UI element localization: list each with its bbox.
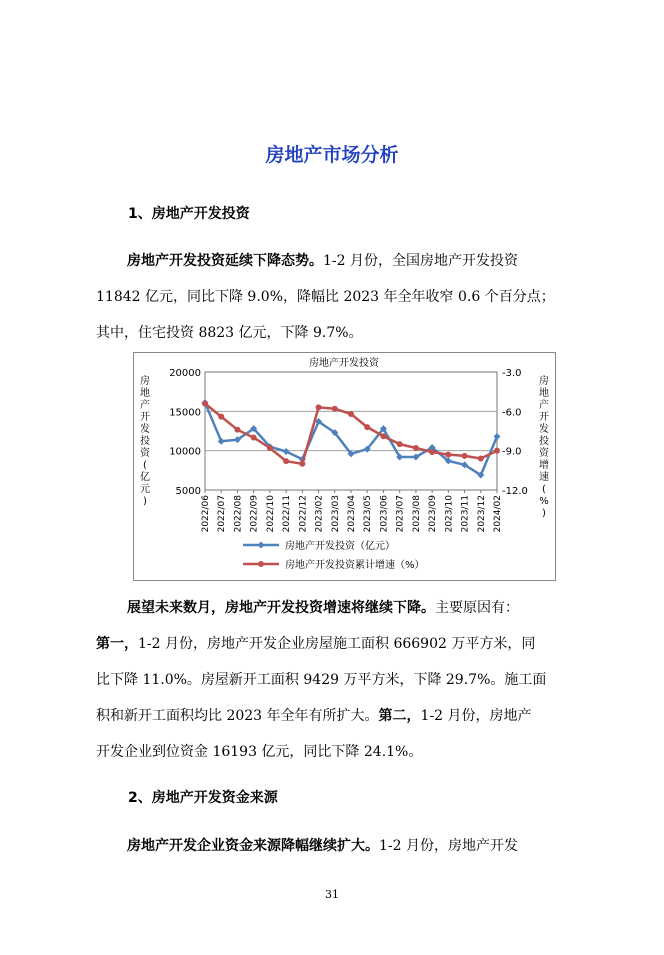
axis-label-char: 地 (140, 388, 150, 399)
data-point (299, 461, 305, 467)
axis-label-char: 投 (140, 436, 150, 447)
right-tick-label: -6.0 (502, 407, 522, 419)
axis-label-char: 房 (539, 376, 549, 387)
left-axis-title (140, 374, 151, 507)
data-point (397, 441, 403, 447)
paragraph-2-line-1: 展望未来数月，房地产开发投资增速将继续下降。主要原因有： (127, 600, 519, 616)
data-point (202, 400, 208, 406)
paragraph-2-line-3: 比下降 11.0%。房屋新开工面积 9429 万平方米，下降 29.7%。施工面 (96, 672, 547, 688)
x-tick-label: 2023/07 (395, 495, 406, 533)
data-point (283, 458, 289, 464)
x-tick-label: 2022/07 (217, 495, 228, 533)
axis-label-char: 元 (140, 484, 150, 495)
axis-label-char: 房 (140, 376, 150, 387)
paragraph-2-line-4: 积和新开工面积均比 2023 年全年有所扩大。第二，1-2 月份，房地产 (96, 708, 532, 724)
data-point (380, 433, 386, 439)
x-tick-label: 2023/06 (379, 495, 390, 533)
paragraph-3-lead: 房地产开发企业资金来源降幅继续扩大。 (127, 838, 379, 854)
data-point (234, 427, 240, 433)
data-point (364, 424, 370, 430)
paragraph-2 (96, 590, 570, 770)
x-tick-label: 2022/08 (233, 495, 244, 533)
section-heading-1: 1、房地产开发投资 (128, 206, 250, 222)
x-tick-label: 2022/06 (201, 495, 211, 533)
x-tick-label: 2023/12 (476, 495, 487, 533)
right-tick-label: -3.0 (502, 368, 522, 379)
axis-label-char: 产 (539, 400, 549, 411)
x-tick-label: 2022/09 (249, 495, 260, 533)
axis-label-char: 产 (140, 400, 150, 411)
data-point (251, 435, 257, 441)
axis-label-char: 发 (539, 424, 549, 435)
axis-label-char: 投 (539, 436, 549, 447)
x-tick-label: 2023/11 (460, 495, 471, 533)
x-tick-label: 2024/02 (493, 495, 503, 533)
paragraph-1-line-2: 11842 亿元，同比下降 9.0%，降幅比 2023 年全年收窄 0.6 个百分点； (96, 289, 555, 305)
page-number: 31 (325, 888, 339, 901)
x-tick-label: 2022/10 (265, 495, 276, 533)
paragraph-2-lead: 展望未来数月，房地产开发投资增速将继续下降。 (127, 600, 435, 616)
x-tick-label: 2023/03 (330, 495, 341, 533)
x-tick-label: 2023/04 (347, 495, 357, 533)
x-tick-label: 2023/08 (411, 495, 422, 533)
paragraph-1-line-3: 其中，住宅投资 8823 亿元，下降 9.7%。 (96, 325, 363, 341)
left-tick-label: 15000 (169, 407, 201, 419)
axis-label-char: 增 (539, 460, 549, 471)
left-tick-label: 20000 (169, 368, 201, 379)
paragraph-3 (96, 828, 570, 864)
legend-label: 房地产开发投资累计增速（%） (285, 560, 425, 571)
axis-label-char: 速 (539, 472, 549, 483)
data-point (494, 448, 500, 454)
data-point (332, 406, 338, 412)
x-tick-label: 2023/05 (363, 495, 374, 533)
axis-label-char: 开 (140, 412, 150, 423)
axis-label-char: ) (542, 508, 546, 519)
data-point (413, 445, 419, 451)
axis-label-char: ) (143, 496, 147, 507)
right-axis-title (539, 374, 550, 519)
left-tick-label: 5000 (175, 486, 201, 497)
paragraph-1-lead: 房地产开发投资延续下降态势。 (127, 253, 323, 269)
data-point (316, 404, 322, 410)
axis-label-char: 亿 (140, 472, 150, 483)
data-point (445, 452, 451, 458)
paragraph-2-line-2: 第一，1-2 月份，房地产开发企业房屋施工面积 666902 万平方米，同 (96, 636, 536, 652)
chart-svg (133, 352, 556, 581)
axis-label-char: 地 (539, 388, 549, 399)
axis-label-char: 开 (539, 412, 549, 423)
axis-label-char: ( (542, 484, 546, 495)
right-tick-label: -9.0 (502, 446, 522, 458)
left-tick-label: 10000 (169, 446, 201, 458)
axis-label-char: % (539, 496, 549, 507)
paragraph-2-line-5: 开发企业到位资金 16193 亿元，同比下降 24.1%。 (96, 744, 423, 760)
data-point (218, 414, 224, 420)
data-point (267, 445, 273, 451)
chart-title: 房地产开发投资 (309, 358, 379, 369)
axis-label-char: 资 (140, 448, 150, 459)
legend-label: 房地产开发投资（亿元） (285, 541, 395, 552)
legend-marker (258, 561, 264, 567)
paragraph-1-line-1: 房地产开发投资延续下降态势。1-2 月份，全国房地产开发投资 (127, 253, 518, 269)
x-tick-label: 2023/09 (428, 495, 439, 533)
x-tick-label: 2023/02 (314, 495, 325, 533)
x-tick-label: 2022/11 (282, 495, 293, 533)
right-tick-label: -12.0 (502, 486, 528, 497)
axis-label-char: 资 (539, 448, 549, 459)
x-tick-label: 2022/12 (298, 495, 309, 533)
section-heading-2: 2、房地产开发资金来源 (128, 790, 278, 806)
axis-label-char: 发 (140, 424, 150, 435)
data-point (462, 453, 468, 459)
paragraph-1 (96, 243, 570, 351)
axis-label-char: ( (143, 460, 147, 471)
data-point (478, 456, 484, 462)
data-point (429, 449, 435, 455)
paragraph-3-line-1: 房地产开发企业资金来源降幅继续扩大。1-2 月份，房地产开发 (127, 838, 518, 854)
investment-chart (133, 352, 556, 581)
page-title: 房地产市场分析 (265, 144, 399, 166)
x-tick-label: 2023/10 (444, 495, 455, 533)
data-point (348, 411, 354, 417)
